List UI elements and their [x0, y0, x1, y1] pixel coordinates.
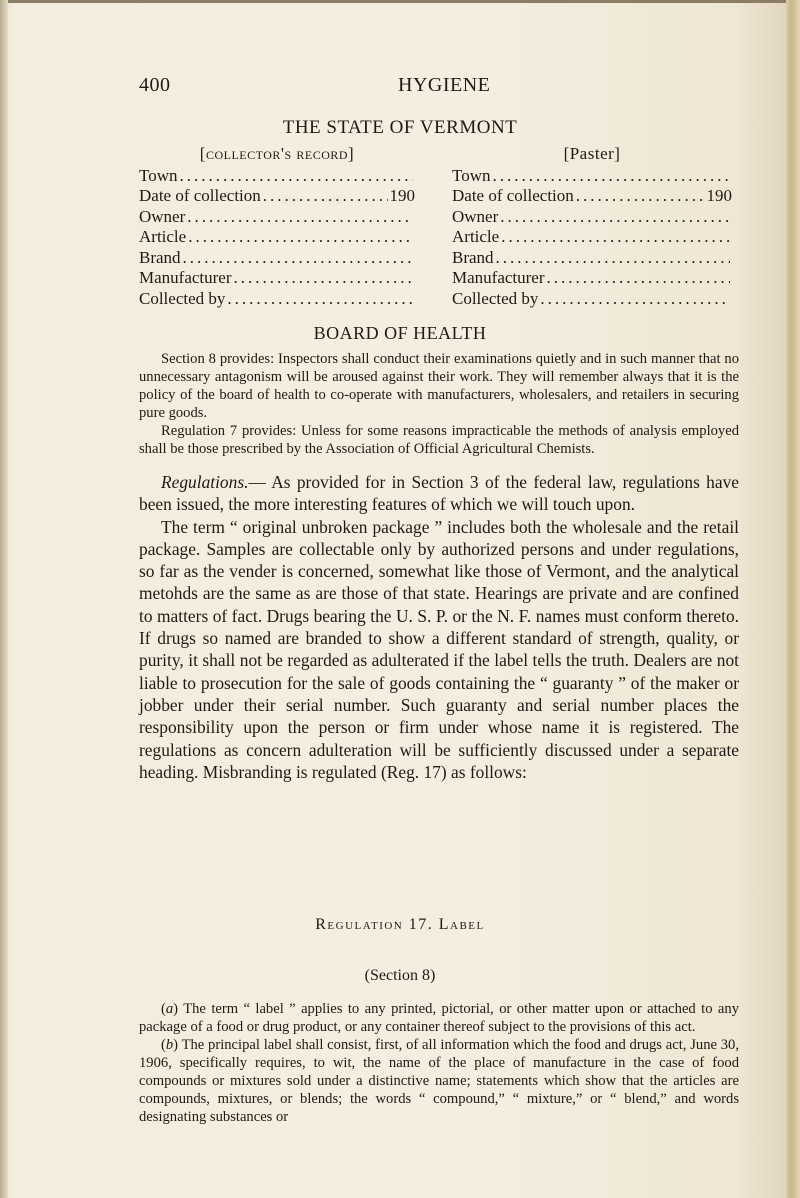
regulations-lead: Regulations. — [161, 472, 249, 492]
page-top-border — [0, 0, 800, 3]
field-label: Owner — [452, 206, 499, 226]
form-field — [139, 248, 415, 269]
dot-leader — [188, 227, 413, 248]
field-value: 190 — [706, 186, 732, 205]
field-label: Date of collection — [139, 186, 261, 205]
paster-heading: [Paster] — [563, 144, 621, 163]
page-left-edge — [0, 0, 8, 1198]
field-label: Brand — [452, 247, 494, 267]
form-field — [139, 207, 415, 228]
field-label: Collected by — [139, 288, 226, 308]
regulations-text — [139, 471, 739, 783]
collectors-record-heading: [collector's record] — [199, 144, 355, 163]
regulation-17-text — [139, 1000, 739, 1126]
dot-leader — [501, 227, 730, 248]
collectors-record-form — [139, 144, 415, 309]
dot-leader — [540, 289, 730, 310]
clause-marker: b — [165, 1037, 174, 1053]
dot-leader — [183, 248, 413, 269]
field-label: Date of collection — [452, 186, 574, 205]
clause: (b) The principal label shall consist, first, of all information which the food and drugs act, June 30, 1906, specifically requires, to wit, the name of the place of manufacture in the case of food compounds or mixtures sold under a distinctive name; statements which show that the articles are compounds, mixtures, or blends; the words “ compound,” “ mixture,” or “ blend,” and words designating substances or — [139, 1037, 739, 1125]
dot-leader — [492, 166, 730, 187]
regulation-17-heading: Regulation 17. Label — [315, 916, 485, 933]
form-field — [139, 289, 415, 310]
form-field — [139, 268, 415, 289]
form-field — [452, 186, 732, 207]
form-field — [139, 186, 415, 207]
form-field — [139, 166, 415, 187]
page-right-edge — [786, 0, 800, 1198]
field-label: Article — [452, 227, 500, 246]
paster-form — [452, 144, 732, 309]
dot-leader — [227, 289, 413, 310]
paragraph: The term “ original unbroken package ” includes both the wholesale and the retail package. Samples are collectable only by authorized persons and under regulations, so far as the vender is concerned, somewhat like those of Vermont, and the analytical metohds are the same as are those of that state. Hearings are private and are confined to matters of fact. Drugs bearing the U. S. P. or the N. F. names must conform thereto. If drugs so named are branded to show a different standard of strength, quality, or purity, it shall not be regarded as adulterated if the label tells the truth. Dealers are not liable to prosecution for the sale of goods containing the “ guaranty ” of the maker or jobber under their serial number. Such guaranty and serial number places the responsibility upon the person or firm under whose name it is registered. The regulations as concern adulteration will be sufficiently discussed under a separate heading. Misbranding is regulated (Reg. 17) as follows: — [139, 516, 739, 782]
field-label: Collected by — [452, 288, 539, 308]
regulations-lead-rest: — As provided for in Section 3 of the federal law, regulations have been issued, the more interesting features of which we will touch upon. — [139, 472, 739, 515]
paragraph: Regulation 7 provides: Unless for some reasons impracticable the methods of analysis employed shall be those prescribed by the Association of Official Agricultural Chemists. — [139, 423, 739, 457]
field-label: Owner — [139, 206, 186, 226]
running-header — [139, 74, 739, 104]
board-of-health-heading: BOARD OF HEALTH — [313, 323, 487, 343]
form-field — [452, 166, 732, 187]
form-field — [452, 268, 732, 289]
paragraph: Section 8 provides: Inspectors shall conduct their examinations quietly and in such manner that no unnecessary antagonism will be aroused against their work. They will remember always that it is the policy of the board of health to co-operate with manufacturers, wholesalers, and retailers in securing pure goods. — [139, 351, 739, 421]
field-label: Manufacturer — [452, 268, 545, 287]
dot-leader — [234, 268, 413, 289]
dot-leader — [500, 207, 730, 228]
dot-leader — [547, 268, 730, 289]
paragraph — [139, 471, 739, 516]
regulation-17-section: (Section 8) — [364, 967, 436, 984]
form-field — [452, 227, 732, 248]
dot-leader — [179, 166, 413, 187]
dot-leader — [187, 207, 413, 228]
running-title: HYGIENE — [398, 74, 491, 96]
field-label: Town — [139, 165, 178, 185]
dot-leader — [263, 186, 388, 207]
dot-leader — [576, 186, 705, 207]
field-label: Article — [139, 227, 187, 246]
page-number: 400 — [139, 74, 171, 96]
dot-leader — [496, 248, 730, 269]
section-title: THE STATE OF VERMONT — [282, 117, 518, 138]
clause-text: The principal label shall consist, first, of all information which the food and drugs act, June 30, 1906, specifically requires, to wit, the name of the place of manufacture in the case of food compounds or mixtures sold under a distinctive name; statements which show that the articles are compounds, mixtures, or blends; the words “ compound,” “ mixture,” or “ blend,” and words designating substances or — [139, 1037, 739, 1125]
form-field — [452, 207, 732, 228]
form-field — [452, 289, 732, 310]
field-label: Brand — [139, 247, 181, 267]
field-value: 190 — [389, 186, 415, 205]
board-of-health-text — [139, 350, 739, 458]
field-label: Town — [452, 165, 491, 185]
form-field — [139, 227, 415, 248]
clause: (a) The term “ label ” applies to any printed, pictorial, or other matter upon or attached to any package of a food or drug product, or any container thereof subject to the provisions of this act. — [139, 1001, 739, 1035]
clause-marker: a — [165, 1001, 174, 1017]
form-field — [452, 248, 732, 269]
clause-text: The term “ label ” applies to any printed, pictorial, or other matter upon or attached to any package of a food or drug product, or any container thereof subject to the provisions of this act. — [139, 1001, 739, 1035]
field-label: Manufacturer — [139, 268, 232, 287]
